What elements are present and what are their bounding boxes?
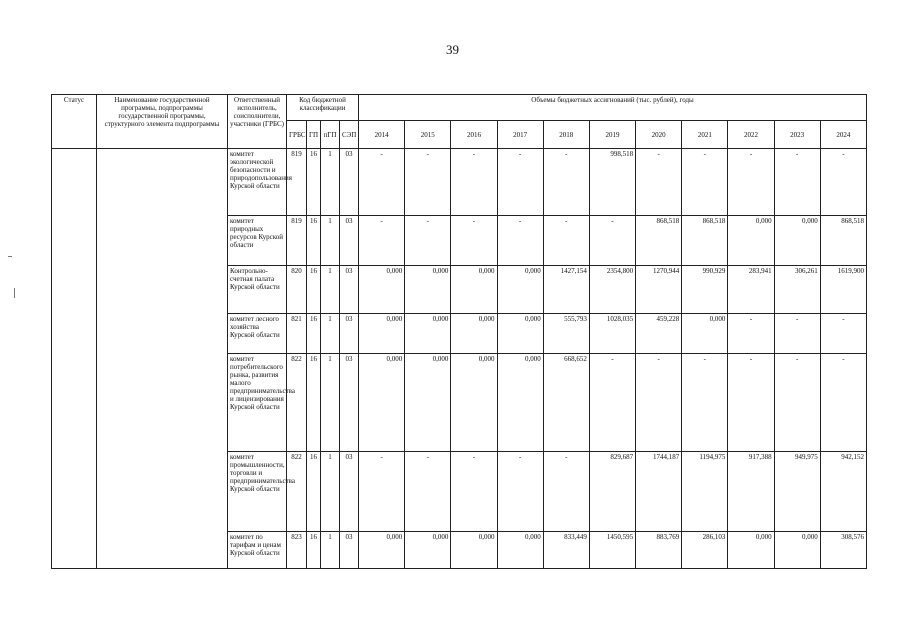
executor-cell: комитет промышленности, торговли и предпринимательства Курской области: [228, 452, 287, 532]
value-cell: 0,000: [497, 532, 543, 569]
code-cell: 16: [307, 314, 321, 354]
code-cell: 822: [287, 452, 307, 532]
executor-cell: комитет экологической безопасности и природопользования Курской области: [228, 149, 287, 216]
name-header: Наименование государственной программы, подпрограммы государственной программы, структурного элемента подпрограммы: [97, 95, 228, 149]
value-cell: 0,000: [359, 532, 405, 569]
code-cell: 16: [307, 354, 321, 452]
value-cell: -: [682, 354, 728, 452]
value-cell: -: [728, 354, 774, 452]
code-column-header: СЭП: [340, 121, 359, 149]
value-cell: 668,652: [543, 354, 589, 452]
year-column-header: 2015: [405, 121, 451, 149]
code-cell: 03: [340, 354, 359, 452]
value-cell: -: [636, 149, 682, 216]
value-cell: 0,000: [728, 216, 774, 266]
value-cell: 1450,595: [589, 532, 635, 569]
table-row: [52, 149, 867, 216]
code-column-header: ГП: [307, 121, 321, 149]
value-cell: 0,000: [451, 354, 497, 452]
value-cell: 0,000: [359, 266, 405, 314]
status-cell: [52, 149, 97, 569]
code-cell: 16: [307, 266, 321, 314]
code-column-header: пГП: [321, 121, 340, 149]
value-cell: -: [405, 452, 451, 532]
value-cell: 0,000: [405, 532, 451, 569]
value-cell: 283,941: [728, 266, 774, 314]
executor-cell: комитет природных ресурсов Курской области: [228, 216, 287, 266]
code-cell: 16: [307, 452, 321, 532]
value-cell: 829,687: [589, 452, 635, 532]
value-cell: -: [359, 149, 405, 216]
executor-cell: комитет по тарифам и ценам Курской области: [228, 532, 287, 569]
executor-header: Ответственный исполнитель, соисполнители, участники (ГРБС): [228, 95, 287, 149]
year-column-header: 2018: [543, 121, 589, 149]
value-cell: 868,518: [636, 216, 682, 266]
value-cell: 998,518: [589, 149, 635, 216]
status-header: Статус: [52, 95, 97, 149]
code-cell: 16: [307, 149, 321, 216]
value-cell: 1194,975: [682, 452, 728, 532]
year-column-header: 2014: [359, 121, 405, 149]
value-cell: 0,000: [405, 314, 451, 354]
code-column-header: ГРБС: [287, 121, 307, 149]
value-cell: -: [451, 216, 497, 266]
value-cell: 0,000: [728, 532, 774, 569]
value-cell: 0,000: [451, 314, 497, 354]
code-cell: 03: [340, 216, 359, 266]
year-column-header: 2023: [774, 121, 820, 149]
value-cell: -: [451, 149, 497, 216]
code-cell: 03: [340, 452, 359, 532]
value-cell: 868,518: [820, 216, 866, 266]
value-cell: 1619,900: [820, 266, 866, 314]
year-column-header: 2019: [589, 121, 635, 149]
year-column-header: 2017: [497, 121, 543, 149]
value-cell: 0,000: [682, 314, 728, 354]
code-cell: 821: [287, 314, 307, 354]
code-cell: 1: [321, 216, 340, 266]
value-cell: 833,449: [543, 532, 589, 569]
value-cell: 286,103: [682, 532, 728, 569]
value-cell: 990,929: [682, 266, 728, 314]
value-cell: -: [497, 149, 543, 216]
code-cell: 03: [340, 532, 359, 569]
year-column-header: 2016: [451, 121, 497, 149]
value-cell: 868,518: [682, 216, 728, 266]
value-cell: 1028,035: [589, 314, 635, 354]
volumes-group-header: Объемы бюджетных ассигнований (тыс. рублей), годы: [359, 95, 867, 121]
value-cell: 1744,187: [636, 452, 682, 532]
value-cell: -: [405, 149, 451, 216]
value-cell: -: [820, 149, 866, 216]
value-cell: -: [728, 149, 774, 216]
value-cell: -: [820, 354, 866, 452]
value-cell: -: [820, 314, 866, 354]
executor-cell: комитет лесного хозяйства Курской области: [228, 314, 287, 354]
code-cell: 16: [307, 532, 321, 569]
code-cell: 16: [307, 216, 321, 266]
code-cell: 822: [287, 354, 307, 452]
scan-artifact: [8, 256, 12, 257]
value-cell: -: [636, 354, 682, 452]
value-cell: 2354,800: [589, 266, 635, 314]
value-cell: -: [359, 452, 405, 532]
executor-cell: комитет потребительского рынка, развития малого предпринимательства и лицензирования Курской области: [228, 354, 287, 452]
value-cell: -: [589, 216, 635, 266]
budget-code-group-header: Код бюджетной классификации: [287, 95, 359, 121]
value-cell: 0,000: [774, 216, 820, 266]
value-cell: 917,388: [728, 452, 774, 532]
year-column-header: 2022: [728, 121, 774, 149]
code-cell: 03: [340, 149, 359, 216]
value-cell: -: [497, 452, 543, 532]
value-cell: -: [728, 314, 774, 354]
value-cell: 1270,944: [636, 266, 682, 314]
code-cell: 819: [287, 149, 307, 216]
page-number: 39: [446, 42, 459, 57]
name-cell: [97, 149, 228, 569]
code-cell: 823: [287, 532, 307, 569]
value-cell: -: [774, 314, 820, 354]
value-cell: 0,000: [451, 532, 497, 569]
value-cell: -: [543, 216, 589, 266]
code-cell: 1: [321, 149, 340, 216]
value-cell: -: [497, 216, 543, 266]
code-cell: 1: [321, 354, 340, 452]
value-cell: 0,000: [497, 314, 543, 354]
value-cell: 0,000: [774, 532, 820, 569]
code-cell: 03: [340, 314, 359, 354]
code-cell: 1: [321, 314, 340, 354]
value-cell: -: [589, 354, 635, 452]
value-cell: 949,975: [774, 452, 820, 532]
year-column-header: 2020: [636, 121, 682, 149]
code-cell: 03: [340, 266, 359, 314]
year-column-header: 2021: [682, 121, 728, 149]
value-cell: 0,000: [359, 354, 405, 452]
value-cell: 0,000: [359, 314, 405, 354]
value-cell: -: [543, 452, 589, 532]
executor-cell: Контрольно-счетная палата Курской области: [228, 266, 287, 314]
value-cell: -: [774, 354, 820, 452]
code-cell: 819: [287, 216, 307, 266]
code-cell: 820: [287, 266, 307, 314]
value-cell: 0,000: [405, 354, 451, 452]
year-column-header: 2024: [820, 121, 866, 149]
value-cell: 0,000: [405, 266, 451, 314]
value-cell: -: [451, 452, 497, 532]
code-cell: 1: [321, 452, 340, 532]
value-cell: -: [543, 149, 589, 216]
value-cell: 0,000: [497, 354, 543, 452]
value-cell: 555,793: [543, 314, 589, 354]
value-cell: 883,769: [636, 532, 682, 569]
value-cell: 308,576: [820, 532, 866, 569]
budget-table: [51, 94, 867, 569]
value-cell: 1427,154: [543, 266, 589, 314]
value-cell: 306,261: [774, 266, 820, 314]
code-cell: 1: [321, 266, 340, 314]
value-cell: -: [682, 149, 728, 216]
code-cell: 1: [321, 532, 340, 569]
value-cell: -: [405, 216, 451, 266]
value-cell: -: [774, 149, 820, 216]
scan-artifact: [14, 288, 15, 298]
value-cell: 0,000: [451, 266, 497, 314]
value-cell: 459,228: [636, 314, 682, 354]
value-cell: -: [359, 216, 405, 266]
value-cell: 942,152: [820, 452, 866, 532]
value-cell: 0,000: [497, 266, 543, 314]
